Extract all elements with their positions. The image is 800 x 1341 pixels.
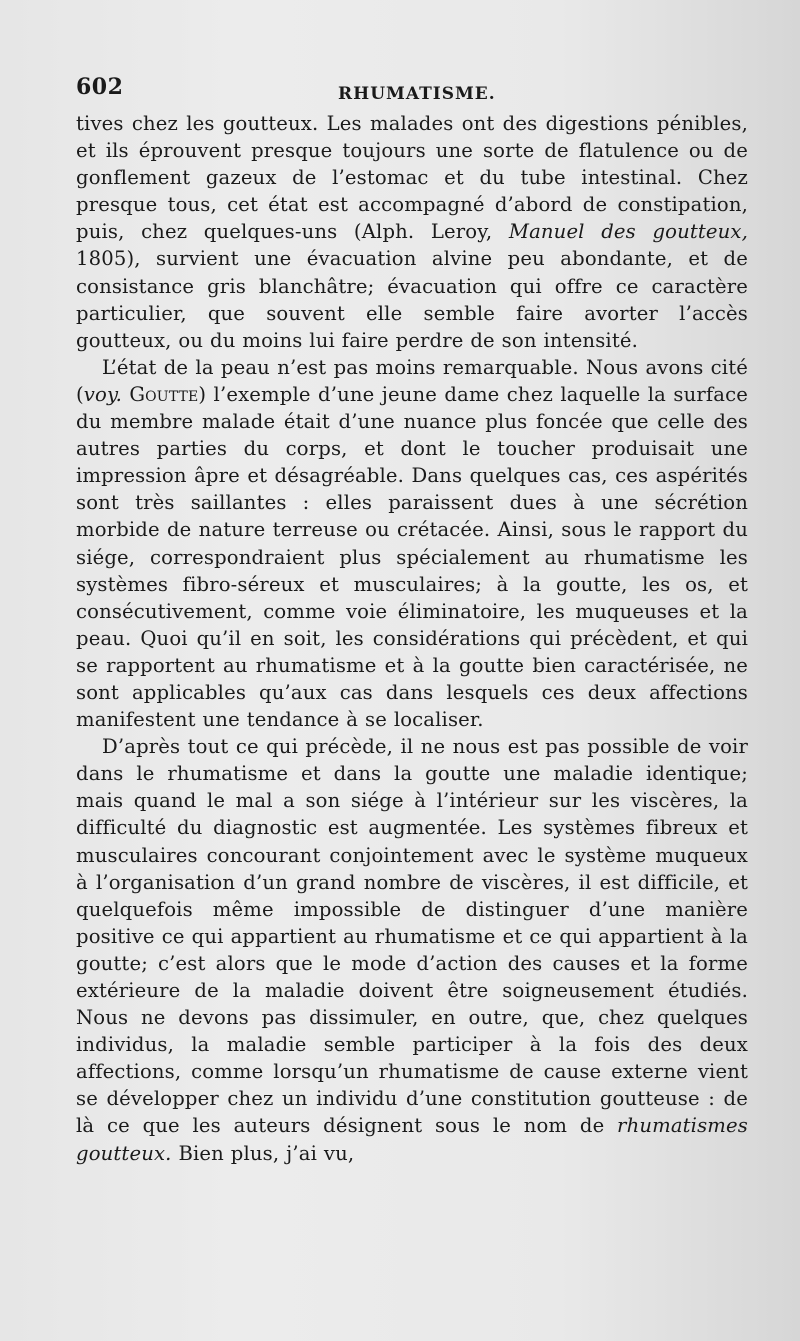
paragraph [76,110,748,354]
text-run: L’état de la peau n’est pas moins remarquable. Nous avons cité ( [76,355,748,406]
italic-text: Manuel des goutteux, [508,220,748,244]
text-run: ) l’exemple d’une jeune dame chez laquelle la surface du membre malade était d’une nuance plus foncée que celle des autres parties du corps, et dont le toucher produisait une impression âpre et désagréable. Dans quelques cas, ces aspérités sont très saillantes : elles paraissent dues à une sécrétion morbide de nature terreuse ou crétacée. Ainsi, sous le rapport du siége, correspondraient plus spécialement au rhumatisme les systèmes fibro-séreux et musculaires; à la goutte, les os, et consécutivement, comme voie éliminatoire, les muqueuses et la peau. Quoi qu’il en soit, les considérations qui précèdent, et qui se rapportent au rhumatisme et à la goutte bien caractérisée, ne sont applicables qu’aux cas dans lesquels ces deux affections manifestent une tendance à se localiser. [76,382,748,732]
italic-text: voy. [83,382,122,406]
smallcaps-text: Goutte [129,382,199,406]
text-run: D’après tout ce qui précède, il ne nous est pas possible de voir dans le rhumatisme et dans la goutte une maladie identique; mais quand le mal a son siége à l’intérieur sur les viscères, la difficulté du diagnostic est augmentée. Les systèmes fibreux et musculaires concourant conjointement avec le système muqueux à l’organisation d’un grand nombre de viscères, il est difficile, et quelquefois même impossible de distinguer d’une manière positive ce qui appartient au rhumatisme et ce qui appartient à la goutte; c’est alors que le mode d’action des causes et la forme extérieure de la maladie doivent être soigneusement étudiés. Nous ne devons pas dissimuler, en outre, que, chez quelques individus, la maladie semble participer à la fois des deux affections, comme lorsqu’un rhumatisme de cause externe vient se développer chez un individu d’une constitution goutteuse : de là ce que les auteurs désignent sous le nom de [76,735,748,1138]
body-text [76,110,748,1167]
paragraph [76,733,748,1167]
paragraph [76,354,748,733]
running-title: RHUMATISME. [338,84,496,104]
page-number: 602 [76,74,124,100]
text-run: tives chez les goutteux. Les malades ont des digestions pénibles, et ils éprouvent presque toujours une sorte de flatulence ou de gonflement gazeux de l’estomac et du tube intestinal. Chez presque tous, cet état est accompagné d’abord de constipation, puis, chez quelques-uns (Alph. Leroy, [76,112,748,244]
text-run: Bien plus, j’ai vu, [171,1141,355,1165]
text-run: 1805), survient une évacuation alvine peu abondante, et de consistance gris blanchâtre; évacuation qui offre ce caractère particulier, que souvent elle semble faire avorter l’accès goutteux, ou du moins lui faire perdre de son intensité. [76,247,748,352]
italic-text: rhumatismes goutteux. [76,1114,748,1165]
